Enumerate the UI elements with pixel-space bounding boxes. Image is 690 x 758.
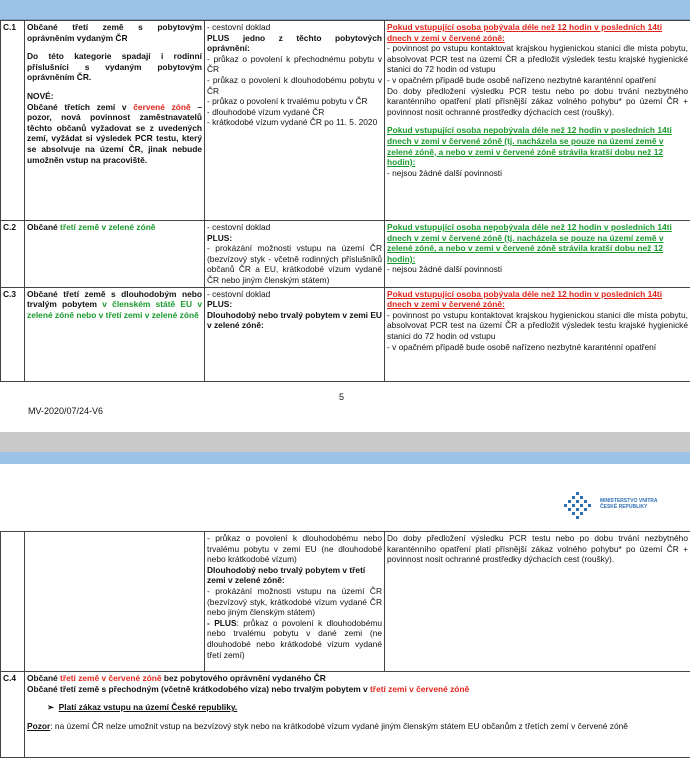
- table-row-c3: [1, 287, 690, 381]
- page-break-bar: [0, 432, 690, 452]
- doc-bold: Dlouhodobý nebo trvalý pobytem v třetí zemi v zelené zóně:: [207, 564, 366, 586]
- rules-cell: [385, 21, 690, 221]
- table-row-c4: [1, 672, 690, 758]
- rule-text: - nejsou žádné další povinnosti: [387, 264, 502, 275]
- category-title: Občané třetí země s pobytovým oprávněním vydaným ČR: [27, 22, 202, 43]
- rule-text: Do doby předložení výsledku PCR testu nebo po dobu trvání nezbytného karanténního opatření platí přísnější zákaz volného pohybu* po území ČR + povinnost nosit ochranné prostředky dýchacích cest (roušky).: [387, 533, 688, 565]
- table-row-c2: [1, 221, 690, 288]
- doc-line: - cestovní doklad: [207, 288, 271, 299]
- c4-line: Občané třetí země s přechodným (včetně krátkodobého víza) nebo trvalým pobytem v třetí zemi v červené zóně: [27, 683, 470, 694]
- document-code: MV-2020/07/24-V6: [28, 406, 104, 416]
- rules-cell: [385, 287, 690, 381]
- c4-content-cell: [25, 672, 690, 758]
- doc-line: - cestovní doklad: [207, 22, 271, 32]
- ministry-logo: [562, 490, 682, 526]
- documents-cell: [205, 21, 385, 221]
- rule-heading: Pokud vstupující osoba pobývala déle než 12 hodin v posledních 14ti dnech v zemi v červené zóně:: [387, 22, 663, 43]
- rule-heading: Pokud vstupující osoba pobývala déle než 12 hodin v posledních 14ti dnech v zemi v červené zóně:: [387, 288, 663, 310]
- doc-line: - prokázání možnosti vstupu na území ČR (bezvízový styk, krátkodobé vízum vydané ČR nebo jiným členským státem): [207, 585, 382, 618]
- c4-line: Občané třetí země v červené zóně bez pobytového oprávnění vydaného ČR: [27, 673, 326, 683]
- table-header-bar: [0, 0, 690, 20]
- rule-text: Do doby předložení výsledku PCR testu nebo po dobu trvání nezbytného karanténního opatření platí přísnější zákaz volného pohybu* po území ČR + povinnost nosit ochranné prostředky dýchacích cest (roušky).: [387, 85, 688, 117]
- rule-heading: Pokud vstupující osoba nepobývala déle než 12 hodin v posledních 14ti dnech v zemi v červené zóně (tj. nacházela se pouze na území země v zelené zóně, a nebo v zemi v červené zóně strávila kratší dobu než 12 hodin):: [387, 222, 672, 264]
- rule-text: - povinnost po vstupu kontaktovat krajskou hygienickou stanici dle místa pobytu, absolvovat PCR test na území ČR a předložit výsledek testu krajské hygienické stanici do 72 hodin od vstupu: [387, 43, 688, 75]
- rules-cell: [385, 532, 690, 672]
- c4-warning: Pozor: na území ČR nelze umožnit vstup na bezvízový styk nebo na krátkodobé vízum vydané jiným členským státem EU občanům z třetích zemí v červené zóně: [27, 720, 628, 731]
- row-id: C.4: [1, 672, 25, 758]
- rule-text: - nejsou žádné další povinnosti: [387, 167, 502, 178]
- category-cell: Občané třetí země v zelené zóně: [25, 221, 205, 288]
- page-number: 5: [339, 392, 345, 402]
- rules-table-page2: [0, 531, 690, 758]
- documents-cell: [205, 287, 385, 381]
- doc-plus: PLUS jedno z těchto pobytových oprávnění:: [207, 32, 382, 54]
- table-header-bar: [0, 452, 690, 464]
- new-text: Občané třetích zemí v červené zóně – pozor, nová povinnost zaměstnavatelů těchto občanů vyžadovat se z uvedených zemí, vyžádat si výsledek PCR testu, který se absolvuje na území ČR, jinak nebude umožněn vstup na pracoviště.: [27, 101, 202, 165]
- documents-cell: [205, 221, 385, 288]
- new-label: NOVÉ:: [27, 90, 54, 101]
- category-cell: Občané třetí země s dlouhodobým nebo trvalým pobytem v členském státě EU v zelené zóně nebo v třetí zemi v zelené zóně: [25, 287, 205, 381]
- table-row-c3-continued: [1, 532, 690, 672]
- doc-line: - krátkodobé vízum vydané ČR po 11. 5. 2020: [207, 117, 378, 128]
- table-row-c1: [1, 21, 690, 221]
- category-cell: [25, 532, 205, 672]
- logo-text: MINISTERSTVO VNITRA ČESKÉ REPUBLIKY: [600, 498, 658, 510]
- rule-text: - v opačném případě bude osobě nařízeno nezbytné karanténní opatření: [387, 341, 657, 352]
- doc-line: - průkaz o povolení k dlouhodobému pobytu v ČR: [207, 74, 382, 96]
- doc-plus: PLUS:: [207, 232, 233, 243]
- rule-heading: Pokud vstupující osoba nepobývala déle než 12 hodin v posledních 14ti dnech v zemi v červené zóně (tj. nacházela se pouze na území země v zelené zóně, a nebo v zemi v červené zóně strávila kratší dobu než 12 hodin):: [387, 125, 672, 168]
- row-id: C.1: [1, 21, 25, 221]
- documents-cell: [205, 532, 385, 672]
- doc-line: - cestovní doklad: [207, 222, 271, 232]
- doc-line: - průkaz o povolení k trvalému pobytu v ČR: [207, 96, 368, 107]
- arrow-bullet-icon: ➢: [47, 702, 59, 713]
- row-id: C.3: [1, 287, 25, 381]
- doc-bold: Dlouhodobý nebo trvalý pobytem v zemi EU v zelené zóně:: [207, 309, 382, 331]
- ministry-logo-icon: [562, 490, 596, 520]
- rules-table-page1: [0, 20, 690, 382]
- doc-line: - průkaz o povolení k přechodnému pobytu v ČR: [207, 53, 382, 75]
- row-id: [1, 532, 25, 672]
- doc-line: - dlouhodobé vízum vydané ČR: [207, 106, 325, 117]
- rule-text: - povinnost po vstupu kontaktovat krajskou hygienickou stanici dle místa pobytu, absolvovat PCR test na území ČR a předložit výsledek testu krajské hygienické stanici do 72 hodin od vstupu: [387, 309, 688, 341]
- doc-plus: PLUS:: [207, 299, 233, 310]
- rules-cell: [385, 221, 690, 288]
- category-cell: [25, 21, 205, 221]
- doc-line: - PLUS: průkaz o povolení k dlouhodobému nebo trvalému pobytu v dané zemi (ne dlouhodobé nebo krátkodobé vízum vydané třetí zemí): [207, 617, 382, 660]
- row-id: C.2: [1, 221, 25, 288]
- doc-line: - prokázání možnosti vstupu na území ČR (bezvízový styk - včetně rodinných příslušníků občanů ČR a EU, krátkodobé vízum vydané ČR nebo jiným členským státem): [207, 243, 382, 285]
- c4-bullet: ➢ Platí zákaz vstupu na území České republiky.: [47, 702, 238, 713]
- doc-line: - průkaz o povolení k dlouhodobému nebo trvalému pobytu v zemi EU (ne dlouhodobé nebo krátkodobé vízum): [207, 533, 382, 565]
- rule-text: - v opačném případě bude osobě nařízeno nezbytné karanténní opatření: [387, 74, 657, 85]
- category-note: Do této kategorie spadají i rodinní příslušníci s vydaným pobytovým oprávněním ČR.: [27, 51, 202, 83]
